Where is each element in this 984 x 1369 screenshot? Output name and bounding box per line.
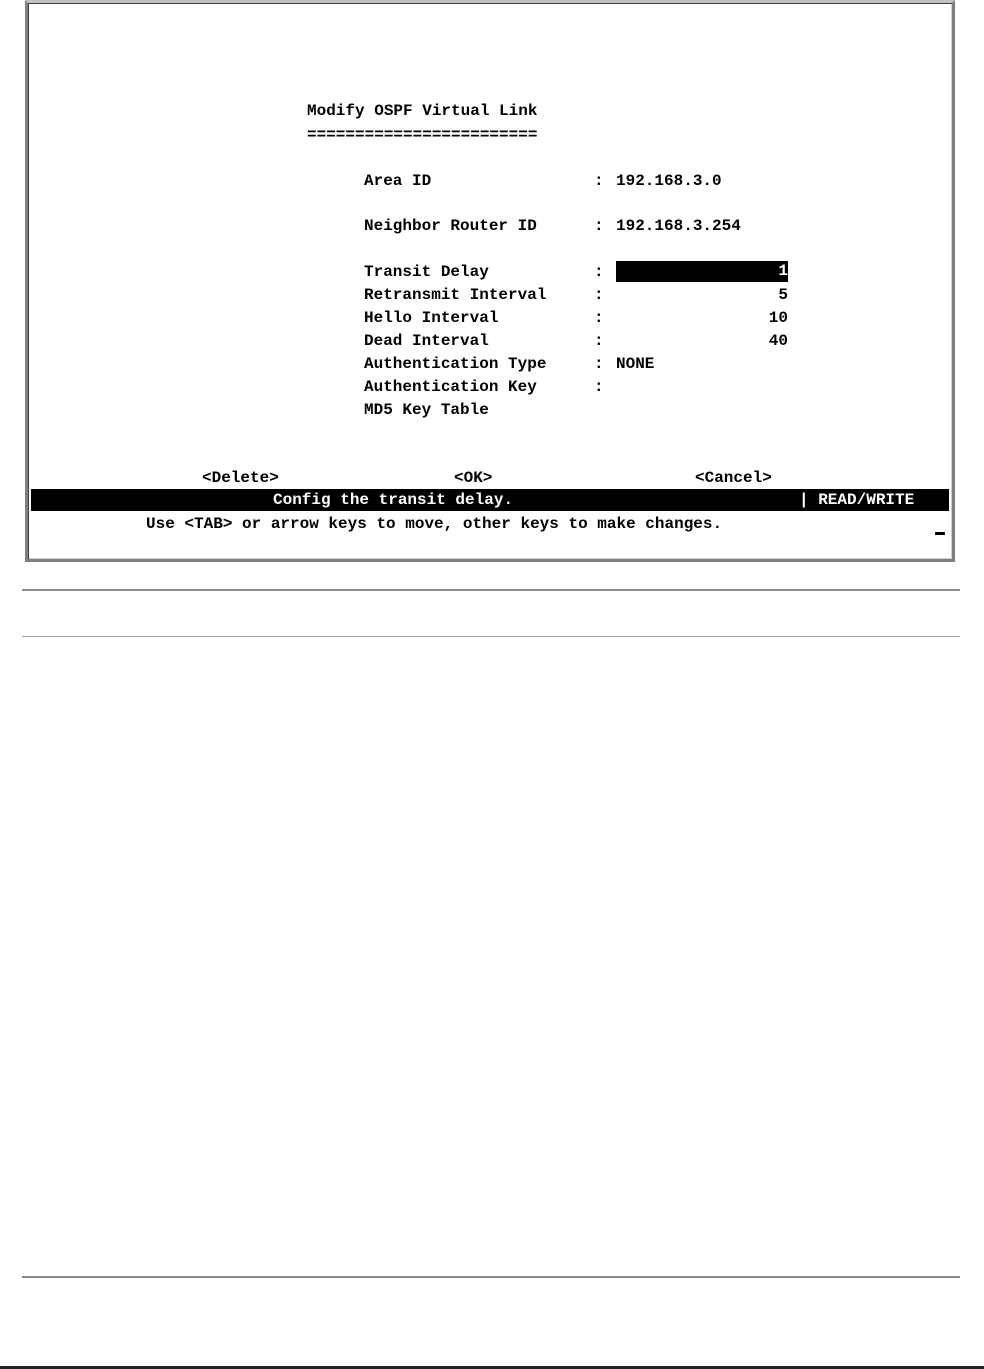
field-label-area-id: Area ID <box>364 172 432 190</box>
field-colon: : <box>594 378 604 396</box>
cancel-button[interactable]: <Cancel> <box>695 469 772 487</box>
field-colon: : <box>594 332 604 350</box>
dead-interval-input[interactable]: 40 <box>768 332 788 350</box>
divider <box>22 636 960 637</box>
divider <box>22 589 960 591</box>
field-colon: : <box>594 355 604 373</box>
authentication-key-input[interactable] <box>616 377 788 397</box>
divider <box>22 1276 960 1278</box>
status-bar <box>31 489 949 511</box>
field-label-retransmit-interval: Retransmit Interval <box>364 286 547 304</box>
field-colon: : <box>594 172 604 190</box>
field-label-dead-interval: Dead Interval <box>364 332 489 350</box>
field-colon: : <box>594 286 604 304</box>
field-colon: : <box>594 309 604 327</box>
authentication-type-select[interactable]: NONE <box>616 355 655 373</box>
help-text: Use <TAB> or arrow keys to move, other keys to make changes. <box>146 515 723 533</box>
hello-interval-input[interactable]: 10 <box>768 309 788 327</box>
transit-delay-input[interactable]: 1 <box>616 261 788 282</box>
access-mode-badge: | READ/WRITE <box>799 491 915 509</box>
field-label-hello-interval: Hello Interval <box>364 309 499 327</box>
terminal-window <box>25 0 955 562</box>
field-label-authentication-key: Authentication Key <box>364 378 537 396</box>
field-label-transit-delay: Transit Delay <box>364 263 489 281</box>
retransmit-interval-input[interactable]: 5 <box>778 286 788 304</box>
text-cursor <box>935 532 945 535</box>
delete-button[interactable]: <Delete> <box>202 469 279 487</box>
ok-button[interactable]: <OK> <box>454 469 493 487</box>
status-message: Config the transit delay. <box>273 491 514 509</box>
field-label-authentication-type: Authentication Type <box>364 355 547 373</box>
neighbor-router-id-value: 192.168.3.254 <box>616 217 741 235</box>
field-colon: : <box>594 263 604 281</box>
title-underline: ======================== <box>307 126 538 144</box>
area-id-value: 192.168.3.0 <box>616 172 722 190</box>
field-label-neighbor-router-id: Neighbor Router ID <box>364 217 537 235</box>
field-colon: : <box>594 217 604 235</box>
page-title: Modify OSPF Virtual Link <box>307 102 538 120</box>
md5-key-table-link[interactable]: MD5 Key Table <box>364 401 489 419</box>
